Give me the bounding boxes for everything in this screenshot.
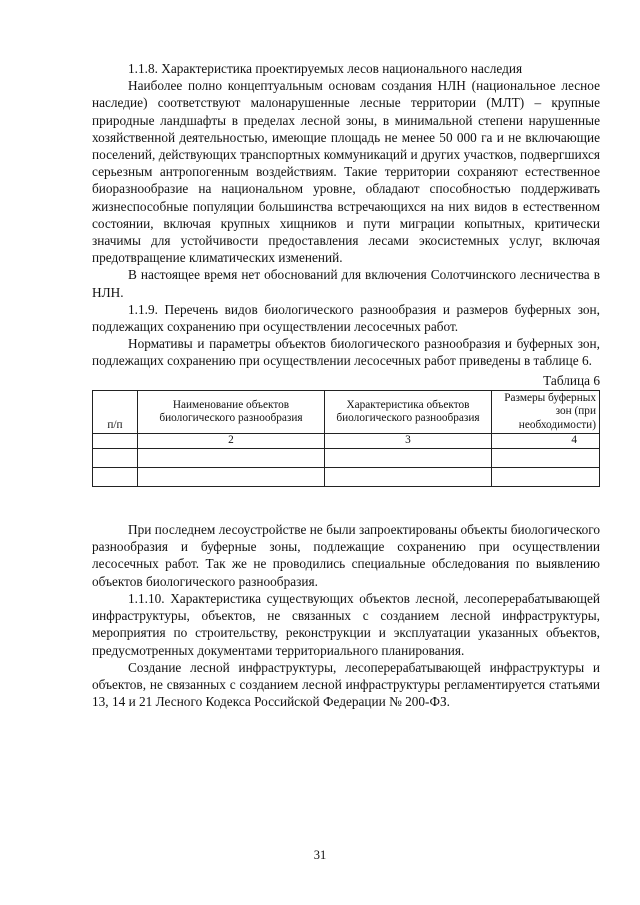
col-number-1 [93,434,138,449]
header-characteristic: Характеристика объектов биологического разнообразия [325,390,492,433]
paragraph-forest-code: Создание лесной инфраструктуры, лесоперерабатывающей инфраструктуры и объектов, не связанных с созданием лесной инфраструктуры регламентируется статьями 13, 14 и 21 Лесного Кодекса Российской Федерации № 200-ФЗ. [92,659,600,710]
section-heading-1-1-9: 1.1.9. Перечень видов биологического разнообразия и размеров буферных зон, подлежащих сохранению при осуществлении лесосечных работ. [92,301,600,335]
col-number-3: 3 [325,434,492,449]
table-row [93,468,600,487]
section-heading-1-1-10: 1.1.10. Характеристика существующих объектов лесной, лесоперерабатывающей инфраструктуры, объектов, не связанных с созданием лесной инфраструктуры, мероприятия по строительству, реконструкции и эксплуатации указанных объектов, предусмотренных документами территориального планирования. [92,590,600,658]
col-number-2: 2 [138,434,325,449]
paragraph-no-justification: В настоящее время нет обоснований для включения Солотчинского лесничества в НЛН. [92,267,600,300]
paragraph-mlt-description: Наиболее полно концептуальным основам создания НЛН (национальное лесное наследие) соответствуют малонарушенные лесные территории (МЛТ) – крупные природные ландшафты в пределах лесной зоны, в минимальной степени нарушенные хозяйственной деятельностью, имеющие площадь не менее 50 000 га и не включающие поселений, действующих транспортных коммуникаций и других участков, подвергшихся серьезным антропогенным воздействиям. Такие территории сохраняют естественное биоразнообразие на национальном уровне, обладают способностью поддерживать жизнеспособные популяции большинства встречающихся на них видов в естественном состоянии, включая крупных хищников и пути миграции копытных, критически значимы для устойчивости предоставления лесами экосистемных услуг, включая предотвращение климатических изменений. [92,78,600,266]
document-page [92,60,600,710]
paragraph-norms-reference: Нормативы и параметры объектов биологического разнообразия и буферных зон, подлежащих сохранению при осуществлении лесосечных работ приведены в таблице 6. [92,336,600,369]
table-number-row [93,434,600,449]
table-caption: Таблица 6 [543,372,600,388]
page-number: 31 [313,848,327,862]
section-heading-1-1-8: 1.1.8. Характеристика проектируемых лесов национального наследия [128,61,523,76]
header-pp: п/п [93,390,138,433]
table-6 [92,390,600,487]
col-number-4: 4 [492,434,600,449]
header-buffer-size: Размеры буферных зон (при необходимости) [492,390,600,433]
table-row [93,449,600,468]
header-name: Наименование объектов биологического разнообразия [138,390,325,433]
table-header-row [93,390,600,433]
paragraph-no-objects: При последнем лесоустройстве не были запроектированы объекты биологического разнообразия и буферные зоны, подлежащие сохранению при осуществлении лесосечных работ. Так же не проводились специальные обследования по выявлению объектов биологического разнообразия. [92,522,600,589]
